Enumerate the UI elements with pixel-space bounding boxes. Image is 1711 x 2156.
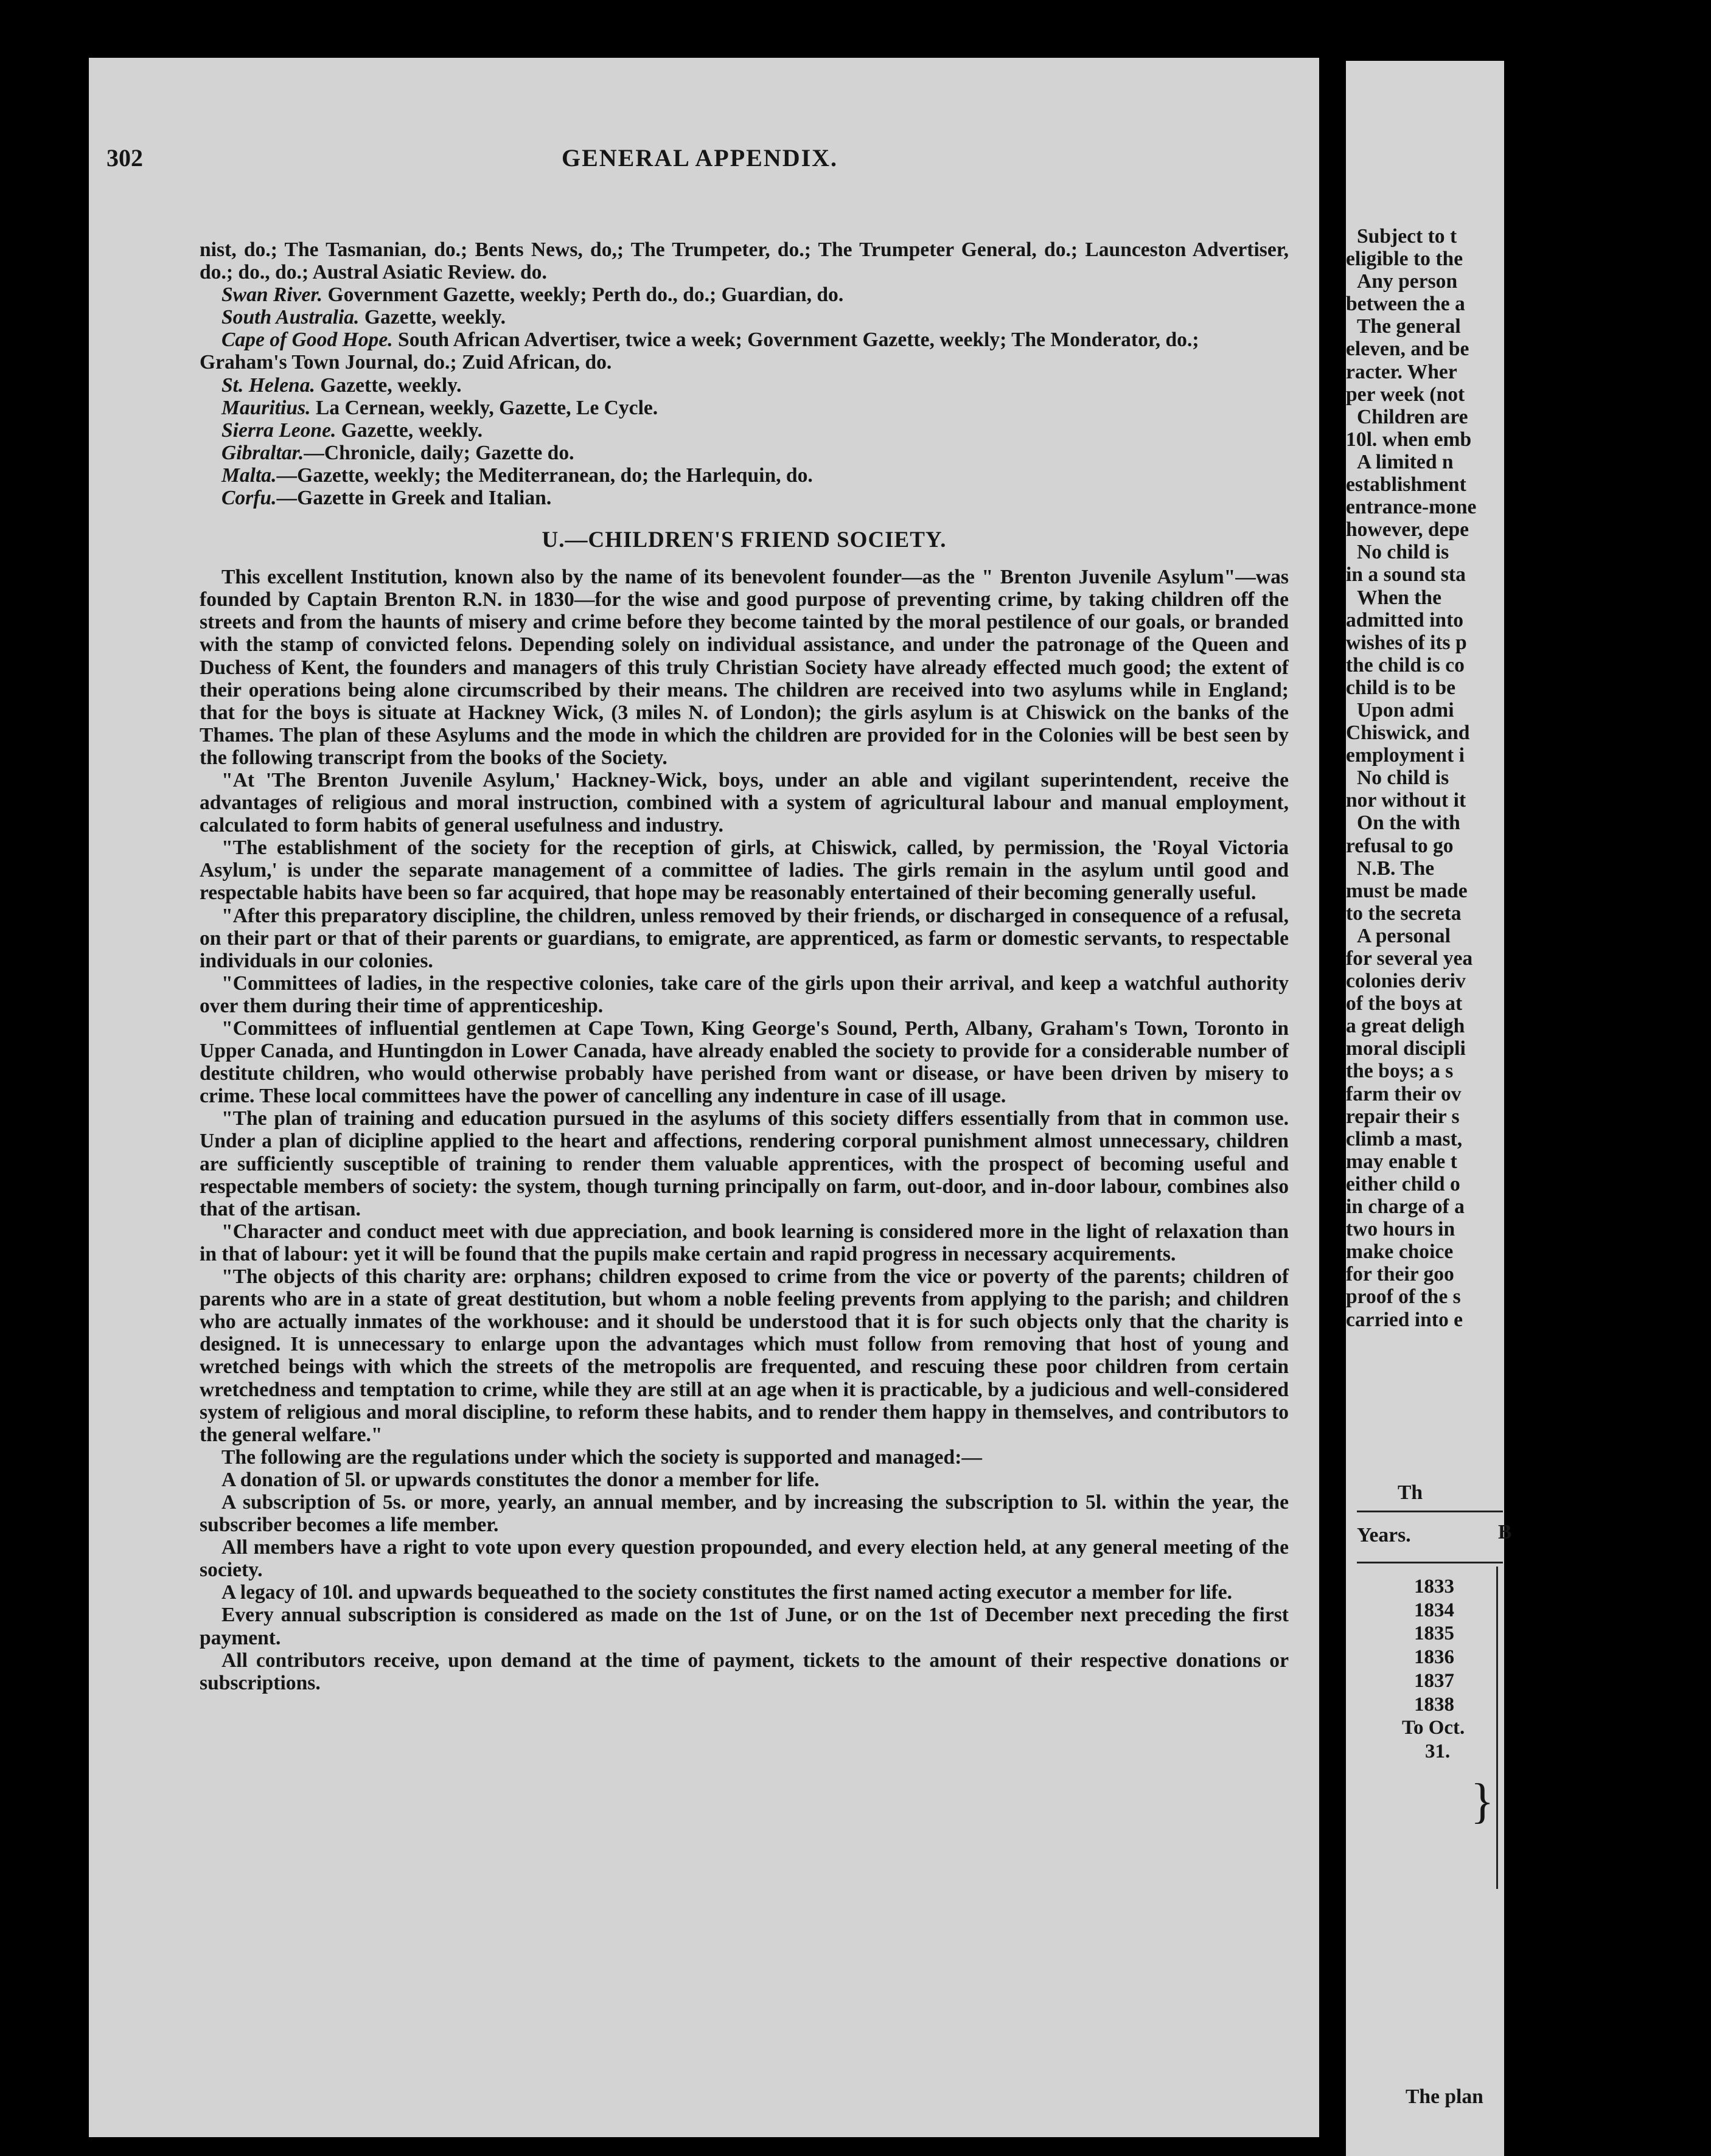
paragraph: "Committees of ladies, in the respective colonies, take care of the girls upon their arrival, and keep a watchful authority over them during their time of apprenticeship. [200,972,1289,1017]
paragraph: A donation of 5l. or upwards constitutes the donor a member for life. [221,1468,820,1491]
table-year: 1836 [1414,1646,1454,1668]
facing-line: per week (not [1346,383,1465,406]
facing-line: of the boys at [1346,992,1463,1015]
table-year: 1837 [1414,1670,1454,1692]
paragraph: This excellent Institution, known also by the name of its benevolent founder—as the " Brenton Juvenile Asylum"—was founded by Captain Brenton R.N. in 1830—for the wise and good purpose of preventing crime, by taking children off the streets and from the haunts of misery and crime before they become tainted by the moral pestilence of our goals, or branded with the stamp of convicted felons. Depending solely on individual assistance, and under the patronage of the Queen and Duchess of Kent, the founders and managers of this truly Christian Society have already effected much good; the extent of their operations being alone circumscribed by their means. The children are received into two asylums while in England; that for the boys is situate at Hackney Wick, (3 miles N. of London); the girls asylum is at Chiswick on the banks of the Thames. The plan of these Asylums and the mode in which the children are provided for in the Colonies will be best seen by the following transcript from the books of the Society. [200,566,1289,769]
newspaper-titles: South African Advertiser, twice a week; Government Gazette, weekly; The Monderator, do.; Graham's Town Journal, do.; Zuid African, do. [200,329,1199,374]
paragraph: All members have a right to vote upon every question propounded, and every election held, at any general meeting of the society. [200,1536,1289,1582]
facing-line: carried into e [1346,1308,1463,1331]
newspaper-entry [200,306,1289,329]
paragraph: A legacy of 10l. and upwards bequeathed to the society constitutes the first named acting executor a member for life. [221,1581,1233,1604]
newspaper-entry [200,464,1289,487]
colony-label: Swan River. [221,283,323,307]
paragraph: "Committees of influential gentlemen at Cape Town, King George's Sound, Perth, Albany, Graham's Town, Toronto in Upper Canada, and Huntingdon in Lower Canada, have already enabled the society to provide for a considerable number of destitute children, who would otherwise probably have perished from want or disease, or have been driven by misery to crime. These local committees have the power of cancelling any indenture in case of ill usage. [200,1017,1289,1108]
paragraph: "At 'The Brenton Juvenile Asylum,' Hackney-Wick, boys, under an able and vigilant superintendent, receive the advantages of religious and moral instruction, combined with a system of agricultural labour and manual employment, calculated to form habits of general usefulness and industry. [200,768,1289,837]
facing-line: colonies deriv [1346,970,1466,993]
table-years-header: Years. [1357,1524,1411,1546]
facing-line: in a sound sta [1346,563,1466,586]
facing-line: for several yea [1346,947,1473,970]
facing-line: Upon admi [1357,698,1454,722]
colony-label: Sierra Leone. [221,419,336,442]
facing-line: nor without it [1346,789,1466,812]
facing-line: wishes of its p [1346,631,1467,654]
newspaper-titles: La Cernean, weekly, Gazette, Le Cycle. [310,396,658,419]
facing-line: either child o [1346,1172,1460,1195]
facing-line: repair their s [1346,1105,1460,1128]
table-rule-header [1357,1562,1503,1563]
section-body [200,566,1289,1694]
facing-line: the boys; a s [1346,1060,1454,1083]
newspaper-entry [200,397,1289,419]
facing-line: refusal to go [1346,834,1454,857]
newspaper-entry [200,374,1289,397]
newspaper-entry [200,283,1289,306]
facing-line: entrance-mone [1346,496,1477,519]
newspaper-list-continued: nist, do.; The Tasmanian, do.; Bents News, do,; The Trumpeter, do.; The Trumpeter General, do.; Launceston Advertiser, do.; do., do.; Austral Asiatic Review. do. [200,238,1289,284]
paragraph: "The establishment of the society for the reception of girls, at Chiswick, called, by permission, the 'Royal Victoria Asylum,' is under the separate management of a committee of ladies. The girls remain in the asylum until good and respectable habits have been so far acquired, that hope may be reasonably entertained of their becoming generally useful. [200,836,1289,905]
facing-line: between the a [1346,293,1465,316]
newspaper-entry [200,442,1289,464]
paragraph: All contributors receive, upon demand at the time of payment, tickets to the amount of their respective donations or subscriptions. [200,1649,1289,1694]
facing-line: climb a mast, [1346,1127,1463,1150]
facing-line: must be made [1346,879,1468,902]
facing-line: A limited n [1357,450,1454,473]
newspaper-titles: Gazette, weekly. [336,419,483,442]
table-column-divider [1496,1567,1498,1889]
facing-line: eligible to the [1346,248,1463,271]
newspaper-titles: Gazette, weekly. [315,374,462,397]
facing-line: however, depe [1346,518,1469,541]
colony-label: South Australia. [221,306,360,329]
facing-line: a great deligh [1346,1015,1465,1038]
colony-label: Malta. [221,464,277,487]
paragraph: A subscription of 5s. or more, yearly, an annual member, and by increasing the subscription to 5l. within the year, the subscriber becomes a life member. [200,1490,1289,1537]
newspaper-titles: Government Gazette, weekly; Perth do., do.; Guardian, do. [322,283,844,307]
facing-line: may enable t [1346,1150,1457,1173]
table-year: 1833 [1414,1576,1454,1598]
newspaper-titles: Gazette, weekly. [359,306,506,329]
main-column [200,238,1289,1694]
facing-line: in charge of a [1346,1195,1465,1219]
paragraph: "The objects of this charity are: orphans; children exposed to crime from the vice or poverty of the parents; children of parents who are in a state of great destitution, but whom a noble feeling prevents from applying to the parish; and children who are actually inmates of the workhouse: and it should be understood that it is for such objects only that the charity is designed. It is unnecessary to enlarge upon the advantages which must follow from removing that host of young and wretched beings with which the streets of the metropolis are frequented, and rescuing these poor children from certain wretchedness and temptation to crime, while they are still at an age when it is practicable, by a judicious and well-considered system of religious and moral discipline, to reform these habits, and to render them happy in themselves, and contributors to the general welfare." [200,1265,1289,1446]
table-year: To Oct. [1402,1717,1465,1739]
newspaper-titles: —Gazette in Greek and Italian. [276,487,552,510]
facing-line: eleven, and be [1346,338,1469,361]
colony-label: Cape of Good Hope. [221,329,393,352]
facing-line: employment i [1346,744,1465,767]
facing-page-content [1346,61,1512,2156]
facing-line: make choice [1346,1240,1454,1264]
table-rule-top [1357,1511,1503,1512]
newspaper-entry [200,329,1289,374]
table-year: 1838 [1414,1694,1454,1716]
page-header [106,144,1293,174]
facing-line: 10l. when emb [1346,428,1472,451]
facing-line: proof of the s [1346,1285,1461,1309]
newspaper-entry [200,487,1289,509]
paragraph: Every annual subscription is considered as made on the 1st of June, or on the 1st of December next preceding the first payment. [200,1604,1289,1649]
facing-line: the child is co [1346,653,1465,676]
colony-label: Corfu. [221,487,277,510]
facing-line: admitted into [1346,608,1464,631]
table-year: 31. [1425,1740,1451,1762]
facing-line: N.B. The [1357,857,1435,880]
paragraph: "The plan of training and education pursued in the asylums of this society differs essentially from that in common use. Under a plan of dicipline applied to the heart and affections, rendering corporal punishment almost unnecessary, children are sufficiently susceptible of training to render them valuable apprentices, with the prospect of becoming useful and respectable members of society: the system, though turning principally on farm, out-door, and in-door labour, combines also that of the artisan. [200,1107,1289,1220]
paragraph: The following are the regulations under which the society is supported and managed:— [221,1445,982,1469]
newspaper-titles: —Chronicle, daily; Gazette do. [304,441,574,464]
newspaper-list [200,283,1289,509]
facing-page-text [1346,225,1711,1331]
facing-line: racter. Wher [1346,360,1457,383]
facing-line: No child is [1357,541,1449,564]
facing-line: Any person [1357,270,1458,293]
paragraph: "After this preparatory discipline, the children, unless removed by their friends, or discharged in consequence of a refusal, on their part or that of their parents or guardians, to emigrate, are apprenticed, as farm or domestic servants, to respectable individuals in our colonies. [200,904,1289,972]
colony-label: Gibraltar. [221,441,304,464]
newspaper-entry [200,419,1289,442]
running-title: GENERAL APPENDIX. [561,144,838,172]
table-year: 1835 [1414,1622,1454,1644]
newspaper-titles: —Gazette, weekly; the Mediterranean, do; the Harlequin, do. [276,464,813,487]
facing-line: A personal [1357,924,1451,947]
colony-label: St. Helena. [221,374,315,397]
section-title: U.—CHILDREN'S FRIEND SOCIETY. [542,527,947,553]
table-year: 1834 [1414,1599,1454,1621]
facing-line: On the with [1357,812,1460,835]
facing-line: child is to be [1346,676,1456,699]
facing-line: Children are [1357,405,1468,428]
page-number: 302 [106,144,143,172]
facing-line: two hours in [1346,1218,1455,1241]
facing-line: When the [1357,586,1441,609]
colony-label: Mauritius. [221,396,311,419]
table-column-b: B [1498,1521,1512,1543]
facing-line: The general [1357,315,1461,338]
facing-line: Subject to t [1357,225,1457,248]
paragraph: "Character and conduct meet with due appreciation, and book learning is considered more in the light of relaxation than in that of labour: yet it will be found that the pupils make certain and rapid progress in necessary acquirements. [200,1220,1289,1265]
facing-line: farm their ov [1346,1082,1462,1105]
facing-line: establishment [1346,473,1466,496]
facing-page-footer: The plan [1406,2085,1483,2108]
facing-line: moral discipli [1346,1037,1466,1060]
facing-line: Chiswick, and [1346,722,1470,745]
facing-line: for their goo [1346,1263,1454,1286]
table-brace: } [1471,1775,1494,1828]
table-heading: Th [1398,1481,1423,1504]
facing-line: to the secreta [1346,902,1462,925]
facing-line: No child is [1357,767,1449,790]
